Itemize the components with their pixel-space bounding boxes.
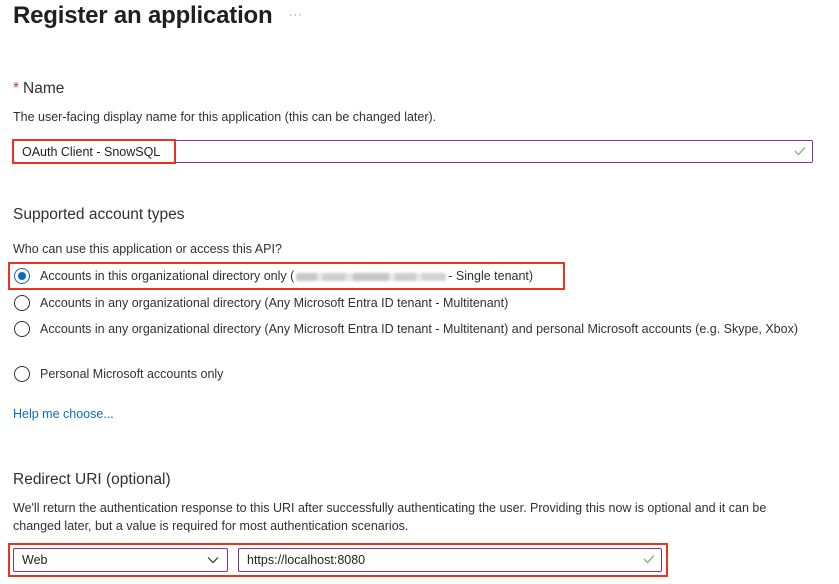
required-marker: *	[13, 80, 20, 97]
name-input-value: OAuth Client - SnowSQL	[22, 145, 161, 159]
radio-button-checked[interactable]	[14, 268, 30, 284]
redirect-uri-description: We'll return the authentication response to this URI after successfully authenticating the user. Providing this now is optional and it can be changed later, but a value is required for most authentication scenarios.	[13, 501, 767, 533]
chevron-down-icon	[207, 555, 219, 565]
check-icon	[643, 554, 655, 564]
radio-option-multitenant-personal[interactable]	[14, 320, 804, 338]
help-me-choose-link[interactable]: Help me choose...	[13, 407, 114, 421]
redacted-tenant-name	[296, 273, 446, 281]
radio-option-single-tenant[interactable]	[14, 267, 559, 285]
radio-button[interactable]	[14, 366, 30, 382]
name-input[interactable]	[13, 140, 813, 163]
check-icon	[794, 146, 806, 156]
radio-label-multitenant-personal: Accounts in any organizational directory (Any Microsoft Entra ID tenant - Multitenant) and personal Microsoft accounts (e.g. Skype, Xbox)	[40, 322, 798, 336]
platform-select-value: Web	[22, 553, 48, 567]
radio-label-personal-only: Personal Microsoft accounts only	[40, 367, 224, 381]
radio-label-single-tenant: Accounts in this organizational directory only ( - Single tenant)	[40, 269, 534, 283]
redirect-uri-input[interactable]	[238, 548, 662, 572]
radio-option-multitenant[interactable]	[14, 294, 814, 312]
name-description: The user-facing display name for this application (this can be changed later).	[13, 110, 437, 124]
redirect-uri-input-value: https://localhost:8080	[247, 553, 366, 567]
account-types-question: Who can use this application or access this API?	[13, 242, 282, 256]
radio-button[interactable]	[14, 321, 30, 337]
platform-select[interactable]	[13, 548, 228, 572]
account-types-label: Supported account types	[13, 206, 185, 223]
radio-button[interactable]	[14, 295, 30, 311]
radio-option-personal-only[interactable]	[14, 365, 814, 383]
redirect-uri-label: Redirect URI (optional)	[13, 471, 171, 488]
page-title: Register an application	[13, 2, 273, 29]
name-label-text: Name	[23, 80, 65, 97]
name-label	[13, 79, 64, 99]
more-options-icon[interactable]: ···	[289, 9, 303, 21]
radio-label-multitenant: Accounts in any organizational directory (Any Microsoft Entra ID tenant - Multitenant)	[40, 296, 509, 310]
